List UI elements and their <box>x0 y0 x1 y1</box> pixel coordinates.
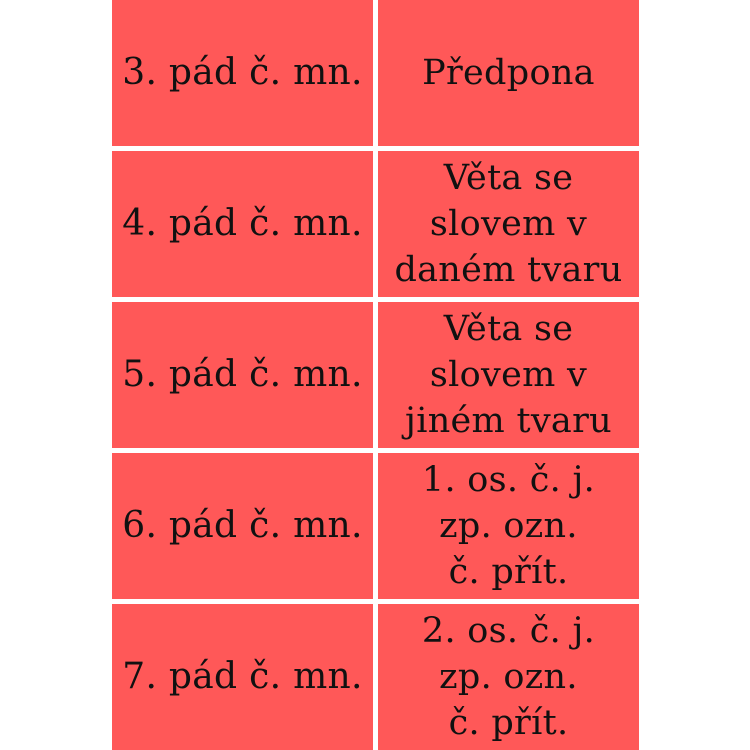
card-row-5-left <box>112 604 373 750</box>
card-row-4-left <box>112 453 373 599</box>
card-label: Věta se slovem v daném tvaru <box>394 158 623 290</box>
card-label: 6. pád č. mn. <box>122 505 363 546</box>
flashcard-sheet <box>112 0 639 750</box>
card-row-1-right <box>378 0 639 146</box>
card-label: 5. pád č. mn. <box>122 354 363 395</box>
card-label: 1. os. č. j. zp. ozn. č. přít. <box>421 460 596 592</box>
card-label: 3. pád č. mn. <box>122 52 363 93</box>
card-row-4-right <box>378 453 639 599</box>
card-row-3-left <box>112 302 373 448</box>
card-row-2-right <box>378 151 639 297</box>
card-label: 2. os. č. j. zp. ozn. č. přít. <box>421 611 596 743</box>
card-label: 4. pád č. mn. <box>122 203 363 244</box>
card-row-1-left <box>112 0 373 146</box>
card-label: Věta se slovem v jiném tvaru <box>405 309 612 441</box>
card-row-5-right <box>378 604 639 750</box>
card-label: Předpona <box>422 53 595 93</box>
card-row-2-left <box>112 151 373 297</box>
card-row-3-right <box>378 302 639 448</box>
card-label: 7. pád č. mn. <box>122 656 363 697</box>
